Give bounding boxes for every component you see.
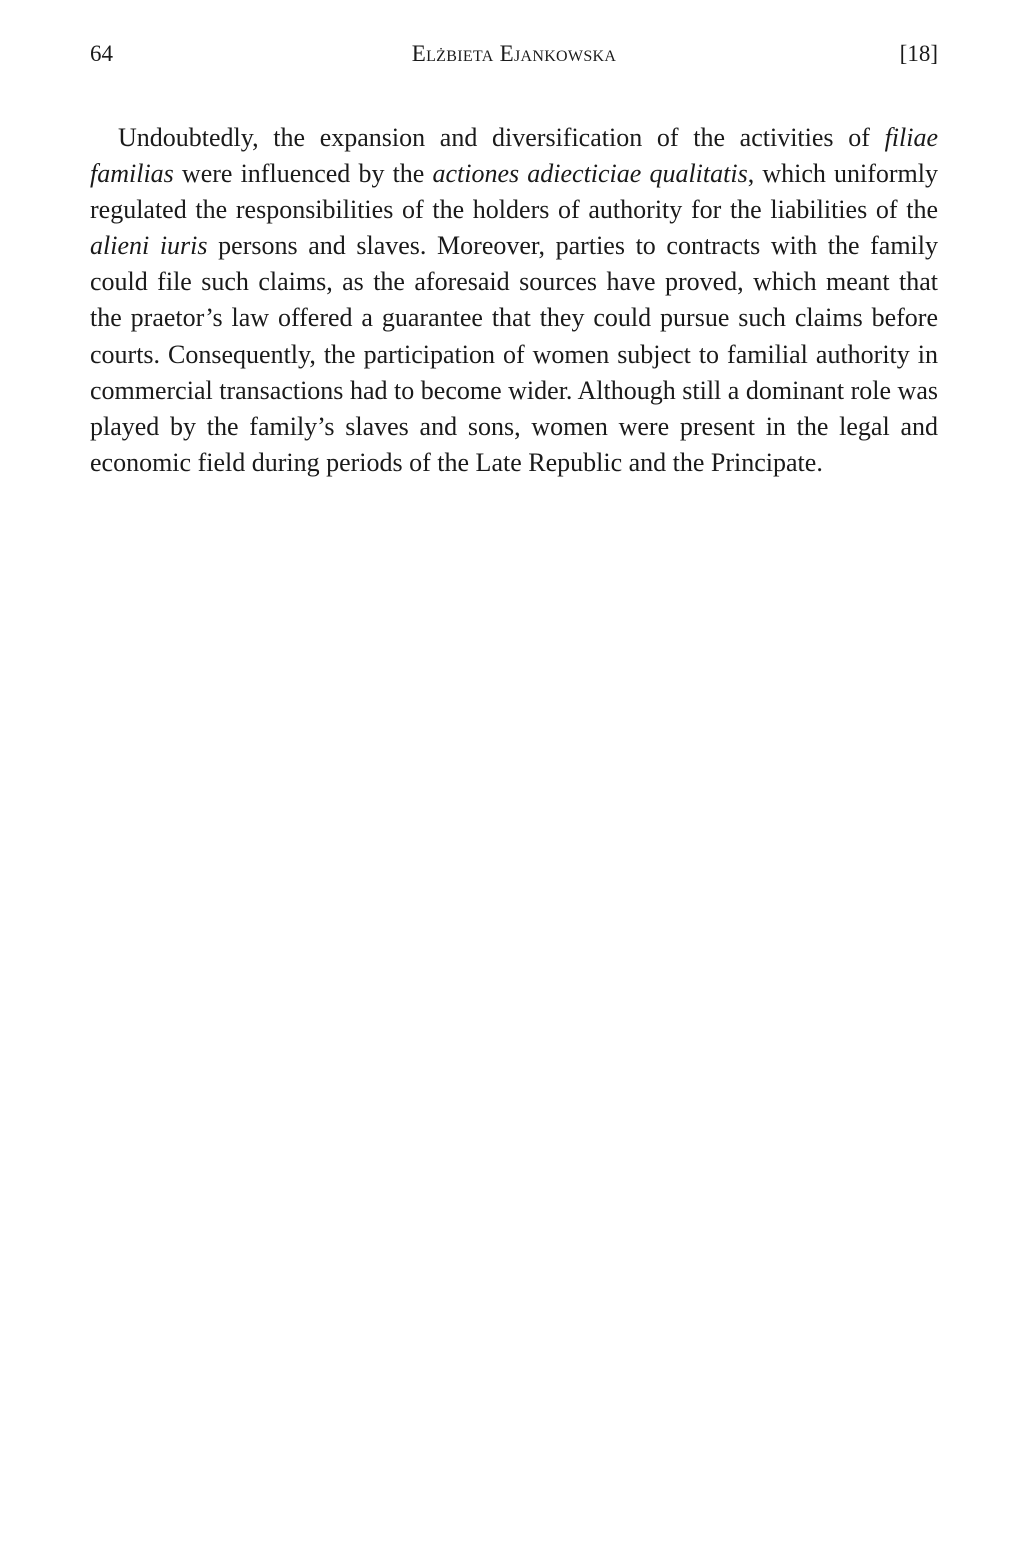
running-title: Elżbieta Ejankowska xyxy=(411,41,617,66)
paragraph-text: were influenced by the xyxy=(173,159,433,189)
paragraph-text: , which uniformly regulated the responsibilities of the holders of authority for the liabilities of the xyxy=(90,159,939,225)
paragraph-text: Undoubtedly, the expansion and diversification of the activities of xyxy=(118,123,885,152)
paragraph-text: persons and slaves. Moreover, parties to contracts with the family could file such claims, as the aforesaid sources have proved, which meant that the praetor’s law offered a guarantee that they could pursue such claims before courts. Consequently, the participation of women subject to familial authority in commercial transactions had to become wider. Although still a dominant role was played by the family’s slaves and sons, women were present in the legal and economic field during periods of the Late Republic and the Principate. xyxy=(90,231,938,477)
latin-term: actiones adiecticiae qualitatis xyxy=(432,159,748,189)
latin-term: alieni iuris xyxy=(90,231,208,261)
latin-term: filiae familias xyxy=(90,123,938,189)
running-head xyxy=(90,34,938,74)
body-paragraph xyxy=(90,120,938,481)
section-number: [18] xyxy=(899,41,938,66)
page-number: 64 xyxy=(90,41,113,66)
